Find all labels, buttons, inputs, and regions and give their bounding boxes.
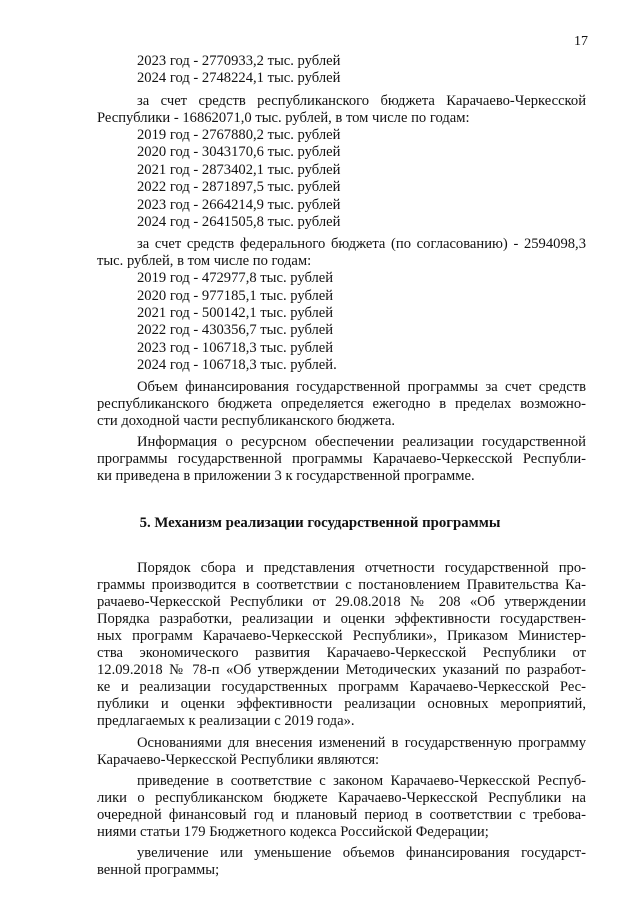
reporting-line: публики и оценки эффективности реализации основных мероприятий, bbox=[97, 696, 586, 712]
page-number: 17 bbox=[574, 34, 588, 49]
federal-budget-year-line: 2021 год - 500142,1 тыс. рублей bbox=[137, 305, 334, 321]
federal-budget-year-line: 2024 год - 106718,3 тыс. рублей. bbox=[137, 357, 337, 373]
federal-budget-year-line: 2019 год - 472977,8 тыс. рублей bbox=[137, 270, 334, 286]
ground-item-line: увеличение или уменьшение объемов финансирования государст- bbox=[137, 845, 586, 861]
republic-budget-year-line: 2021 год - 2873402,1 тыс. рублей bbox=[137, 162, 341, 178]
section-heading: 5. Механизм реализации государственной программы bbox=[139, 515, 501, 531]
republic-budget-year-line: 2024 год - 2641505,8 тыс. рублей bbox=[137, 214, 341, 230]
federal-budget-year-line: 2023 год - 106718,3 тыс. рублей bbox=[137, 340, 334, 356]
grounds-line: Основаниями для внесения изменений в государственную программу bbox=[137, 735, 586, 751]
federal-budget-intro-line: за счет средств федерального бюджета (по согласованию) - 2594098,3 bbox=[137, 236, 586, 252]
reporting-line: Порядка разработки, реализации и оценки эффективности государствен- bbox=[97, 611, 586, 627]
federal-budget-intro-line: тыс. рублей, в том числе по годам: bbox=[97, 253, 312, 269]
republic-budget-year-line: 2023 год - 2664214,9 тыс. рублей bbox=[137, 197, 341, 213]
reporting-line: рачаево-Черкесской Республики от 29.08.2018 № 208 «Об утверждении bbox=[97, 594, 586, 610]
republic-budget-year-line: 2020 год - 3043170,6 тыс. рублей bbox=[137, 144, 341, 160]
federal-budget-year-line: 2020 год - 977185,1 тыс. рублей bbox=[137, 288, 334, 304]
funding-volume-line: республиканского бюджета определяется ежегодно в пределах возможно- bbox=[97, 396, 586, 412]
reporting-line: граммы производится в соответствии с постановлением Правительства Ка- bbox=[97, 577, 586, 593]
republic-budget-year-line: 2019 год - 2767880,2 тыс. рублей bbox=[137, 127, 341, 143]
resource-info-line: Информация о ресурсном обеспечении реализации государственной bbox=[137, 434, 586, 450]
ground-item-line: приведение в соответствие с законом Карачаево-Черкесской Респуб- bbox=[137, 773, 586, 789]
reporting-line: предлагаемых к реализации с 2019 года». bbox=[97, 713, 355, 729]
ground-item-line: очередной финансовый год и плановый период в соответствии с требова- bbox=[97, 807, 586, 823]
reporting-line: ке и реализации государственных программ Карачаево-Черкесской Рес- bbox=[97, 679, 586, 695]
reporting-line: 12.09.2018 № 78-п «Об утверждении Методических указаний по разработ- bbox=[97, 662, 586, 678]
ground-item-line: ниями статьи 179 Бюджетного кодекса Российской Федерации; bbox=[97, 824, 489, 840]
funding-year-line: 2024 год - 2748224,1 тыс. рублей bbox=[137, 70, 341, 86]
reporting-line: Порядок сбора и представления отчетности государственной про- bbox=[137, 560, 586, 576]
ground-item-line: венной программы; bbox=[97, 862, 220, 878]
republic-budget-intro-line: за счет средств республиканского бюджета Карачаево-Черкесской bbox=[137, 93, 586, 109]
funding-year-line: 2023 год - 2770933,2 тыс. рублей bbox=[137, 53, 341, 69]
federal-budget-year-line: 2022 год - 430356,7 тыс. рублей bbox=[137, 322, 334, 338]
republic-budget-year-line: 2022 год - 2871897,5 тыс. рублей bbox=[137, 179, 341, 195]
funding-volume-line: сти доходной части республиканского бюджета. bbox=[97, 413, 396, 429]
reporting-line: ных программ Карачаево-Черкесской Республики», Приказом Министер- bbox=[97, 628, 586, 644]
resource-info-line: ки приведена в приложении 3 к государственной программе. bbox=[97, 468, 475, 484]
ground-item-line: лики о республиканском бюджете Карачаево-Черкесской Республики на bbox=[97, 790, 586, 806]
funding-volume-line: Объем финансирования государственной программы за счет средств bbox=[137, 379, 586, 395]
reporting-line: ства экономического развития Карачаево-Черкесской Республики от bbox=[97, 645, 586, 661]
grounds-line: Карачаево-Черкесской Республики являются: bbox=[97, 752, 380, 768]
republic-budget-intro-line: Республики - 16862071,0 тыс. рублей, в том числе по годам: bbox=[97, 110, 470, 126]
resource-info-line: программы государственной программы Карачаево-Черкесской Республи- bbox=[97, 451, 586, 467]
